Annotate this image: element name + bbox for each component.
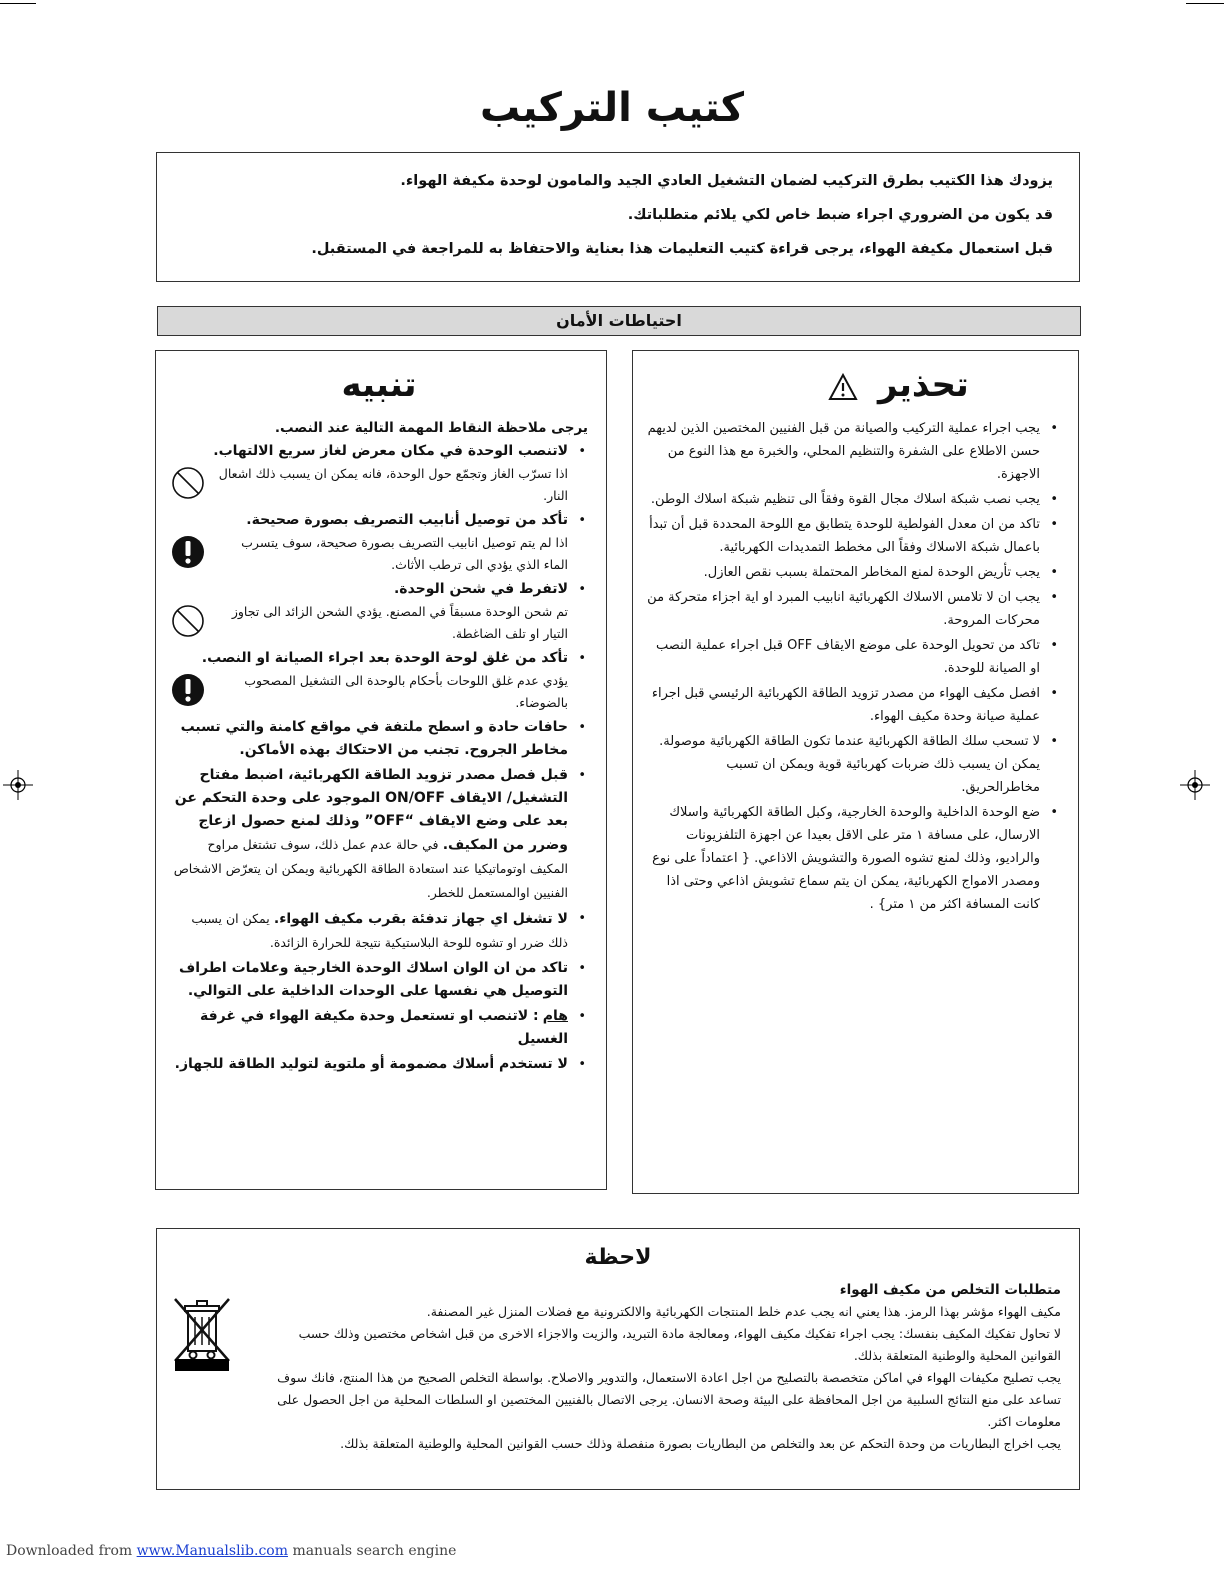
footer-suffix: manuals search engine bbox=[292, 1543, 457, 1559]
registration-mark-right-icon bbox=[1180, 770, 1210, 800]
warning-title-row bbox=[647, 363, 1060, 407]
intro-line: يزودك هذا الكتيب بطرق التركيب لضمان التشغيل العادي الجيد والمامون لوحدة مكيفة الهواء. bbox=[400, 173, 1053, 189]
warning-title: تحذير bbox=[878, 365, 969, 405]
intro-box bbox=[156, 152, 1080, 282]
caution-item-text: • لاتنصب الوحدة في مكان معرض لغاز سريع الالتهاب. bbox=[213, 443, 568, 459]
caution-item-detail: يمكن ان يسبب ذلك ضرر او تشوه للوحة البلاستيكية نتيجة للحرارة الزائدة. bbox=[191, 911, 568, 950]
warning-item: • يجب اجراء عملية التركيب والصيانة من قبل الفنيين المختصين الذين لديهم حسن الاطلاع على الشفرة والتنظيم المحلي، والخبرة مع هذا النوع من الاجهزة. bbox=[647, 417, 1060, 486]
caution-item-text: • حافات حادة و اسطح ملتفة في مواقع كامنة والتي تسبب مخاطر الجروح. تجنب من الاحتكاك بهذه الأماكن. bbox=[180, 719, 568, 758]
important-label: هام bbox=[542, 1008, 568, 1024]
caution-item bbox=[170, 578, 588, 645]
caution-item bbox=[170, 1053, 588, 1076]
caution-item bbox=[170, 957, 588, 1003]
caution-item bbox=[170, 907, 588, 955]
caution-sub-text: تم شحن الوحدة مسبقاً في المصنع. يؤدي الشحن الزائد الى تجاوز التيار او تلف الضاغطة. bbox=[231, 604, 568, 641]
notes-title: لاحظة bbox=[584, 1245, 652, 1270]
caution-sub-text: اذا تسرّب الغاز وتجمّع حول الوحدة، فانه يمكن ان يسبب ذلك اشعال النار. bbox=[218, 466, 568, 503]
notes-heading: متطلبات التخلص من مكيف الهواء bbox=[839, 1282, 1061, 1298]
prohibition-icon bbox=[170, 603, 206, 639]
caution-item bbox=[170, 764, 588, 905]
warning-item: • يجب نصب شبكة اسلاك مجال القوة وفقاً الى تنظيم شبكة اسلاك الوطن. bbox=[647, 488, 1060, 511]
notes-line: لا تحاول تفكيك المكيف بنفسك: يجب اجراء تفكيك مكيف الهواء، ومعالجة مادة التبريد، والزيت والاجزاء الاخرى من قبل اشخاص مختصين وذلك حسب القوانين المحلية والوطنية المتعلقة بذلك. bbox=[298, 1326, 1061, 1363]
notes-line: مكيف الهواء مؤشر بهذا الرمز. هذا يعني انه يجب عدم خلط المنتجات الكهربائية والالكترونية مع فضلات المنزل غير المصنفة. bbox=[426, 1304, 1061, 1319]
caution-sub bbox=[170, 601, 568, 645]
caution-panel bbox=[155, 350, 607, 1190]
manualslib-link[interactable]: www.Manualslib.com bbox=[136, 1543, 288, 1559]
caution-sub-text: يؤدي عدم غلق اللوحات بأحكام بالوحدة الى التشغيل المصحوب بالضوضاء. bbox=[244, 673, 568, 710]
caution-item-text: : لاتنصب او تستعمل وحدة مكيفة الهواء في غرفة الغسيل bbox=[199, 1008, 568, 1047]
caution-sub bbox=[170, 532, 568, 576]
caution-item-text: • لا تستخدم أسلاك مضمومة أو ملتوية لتوليد الطاقة للجهاز. bbox=[174, 1056, 568, 1072]
warning-item: • يجب تأريض الوحدة لمنع المخاطر المحتملة بسبب نقص العازل. bbox=[647, 561, 1060, 584]
caution-list bbox=[170, 440, 588, 1076]
warning-item: • لا تسحب سلك الطاقة الكهربائية عندما تكون الطاقة الكهربائية موصولة. يمكن ان يسبب ذلك ضربات كهربائية قوية ويمكن ان تسبب مخاطرالحريق. bbox=[647, 730, 1060, 799]
caution-sub-text: اذا لم يتم توصيل انابيب التصريف بصورة صحيحة، سوف يتسرب الماء الذي يؤدي الى ترطب الأثاث. bbox=[241, 535, 568, 572]
notes-body bbox=[261, 1279, 1061, 1455]
mandatory-exclamation-icon bbox=[170, 672, 206, 708]
notes-line: يجب تصليح مكيفات الهواء في اماكن متخصصة بالتصليح من اجل اعادة الاستعمال، والتدوير والاصلاح. بواسطة التخلص الصحيح من هذا المنتج، فانك سوف تساعد على منع النتائج السلبية من اجل المحافظة على البيئة وصحة الانسان. يرجى الاتصال بالفنيين المختصين او السلطات المحلية من اجل الحصول على معلومات اكثر. bbox=[277, 1370, 1061, 1429]
page-title: كتيب التركيب bbox=[479, 85, 745, 131]
crop-mark-top-left-h bbox=[0, 3, 36, 4]
intro-line: قد يكون من الضروري اجراء ضبط خاص لكي يلائم متطلباتك. bbox=[627, 207, 1053, 223]
caution-item-text: • تاكد من ان الوان اسلاك الوحدة الخارجية وعلامات اطراف التوصيل هي نفسها على الوحدات الداخلية على التوالي. bbox=[178, 960, 568, 999]
caution-item-detail: في حالة عدم عمل ذلك، سوف تشتغل مراوح المكيف اوتوماتيكيا عند استعادة الطاقة الكهربائية ويمكن ان يتعرّض الاشخاص الفنيين اوالمستعمل للخطر. bbox=[173, 837, 568, 900]
caution-title: تنبيه bbox=[341, 365, 417, 405]
weee-bar bbox=[175, 1359, 229, 1371]
caution-lead: يرجى ملاحظة النقاط المهمة التالية عند النصب. bbox=[274, 420, 588, 436]
caution-item-text: قبل فصل مصدر تزويد الطاقة الكهربائية، اضبط مفتاح التشغيل/ الايقاف ON/OFF الموجود على وحدة التحكم عن بعد على وضع الايقاف “OFF” وذلك لمنع حصول ازعاج وضرر من المكيف. bbox=[174, 767, 568, 853]
warning-triangle-icon bbox=[828, 373, 858, 401]
notes-line: يجب اخراج البطاريات من وحدة التحكم عن بعد والتخلص من البطاريات بصورة منفصلة وذلك حسب القوانين المحلية والوطنية المتعلقة بذلك. bbox=[340, 1436, 1061, 1451]
caution-item bbox=[170, 1005, 588, 1051]
warning-item: • ضع الوحدة الداخلية والوحدة الخارجية، وكبل الطاقة الكهربائية واسلاك الارسال، على مسافة ١ متر على الاقل بعيدا عن اجهزة التلفزيونات والراديو، وذلك لمنع تشوه الصورة والتشويش الاذاعي. { اعتماداً على نوع ومصدر الامواج الكهربائية، يمكن ان يتم سماع تشويش اذاعي وحتى اذا كانت المسافة اكثر من ١ متر} . bbox=[647, 801, 1060, 916]
caution-sub bbox=[170, 463, 568, 507]
warning-item: • تاكد من ان معدل الفولطية للوحدة يتطابق مع اللوحة المحددة قبل أن تبدأ باعمال شبكة الاسلاك وفقاً الى مخطط التمديدات الكهربائية. bbox=[647, 513, 1060, 559]
caution-item-text: • تأكد من توصيل أنابيب التصريف بصورة صحيحة. bbox=[246, 512, 568, 528]
registration-mark-left-icon bbox=[3, 770, 33, 800]
caution-item-text: • لاتفرط في شحن الوحدة. bbox=[393, 581, 568, 597]
caution-item bbox=[170, 509, 588, 576]
intro-line: قبل استعمال مكيفة الهواء، يرجى قراءة كتيب التعليمات هذا بعناية والاحتفاظ به للمراجعة في المستقبل. bbox=[311, 241, 1053, 257]
mandatory-exclamation-icon bbox=[170, 534, 206, 570]
prohibition-icon bbox=[170, 465, 206, 501]
caution-item-text: • تأكد من غلق لوحة الوحدة بعد اجراء الصيانة او النصب. bbox=[201, 650, 568, 666]
caution-item bbox=[170, 716, 588, 762]
warning-panel bbox=[632, 350, 1079, 1194]
caution-item-text: لا تشغل اي جهاز تدفئة بقرب مكيف الهواء. bbox=[273, 911, 568, 927]
footer-prefix: Downloaded from bbox=[6, 1543, 133, 1559]
safety-precautions-header: احتياطات الأمان bbox=[157, 306, 1081, 336]
download-footer bbox=[6, 1543, 456, 1559]
warning-item: • تاكد من تحويل الوحدة على موضع الايقاف OFF قبل اجراء عملية النصب او الصيانة للوحدة. bbox=[647, 634, 1060, 680]
notes-box bbox=[156, 1228, 1080, 1490]
caution-sub bbox=[170, 670, 568, 714]
crop-mark-top-right-h bbox=[1186, 3, 1224, 4]
caution-item bbox=[170, 440, 588, 507]
warning-item: • يجب ان لا تلامس الاسلاك الكهربائية انابيب المبرد او اية اجزاء متحركة من محركات المروحة. bbox=[647, 586, 1060, 632]
warning-list bbox=[647, 417, 1060, 916]
caution-item bbox=[170, 647, 588, 714]
warning-item: • افصل مكيف الهواء من مصدر تزويد الطاقة الكهربائية الرئيسي قبل اجراء عملية صيانة وحدة مكيف الهواء. bbox=[647, 682, 1060, 728]
